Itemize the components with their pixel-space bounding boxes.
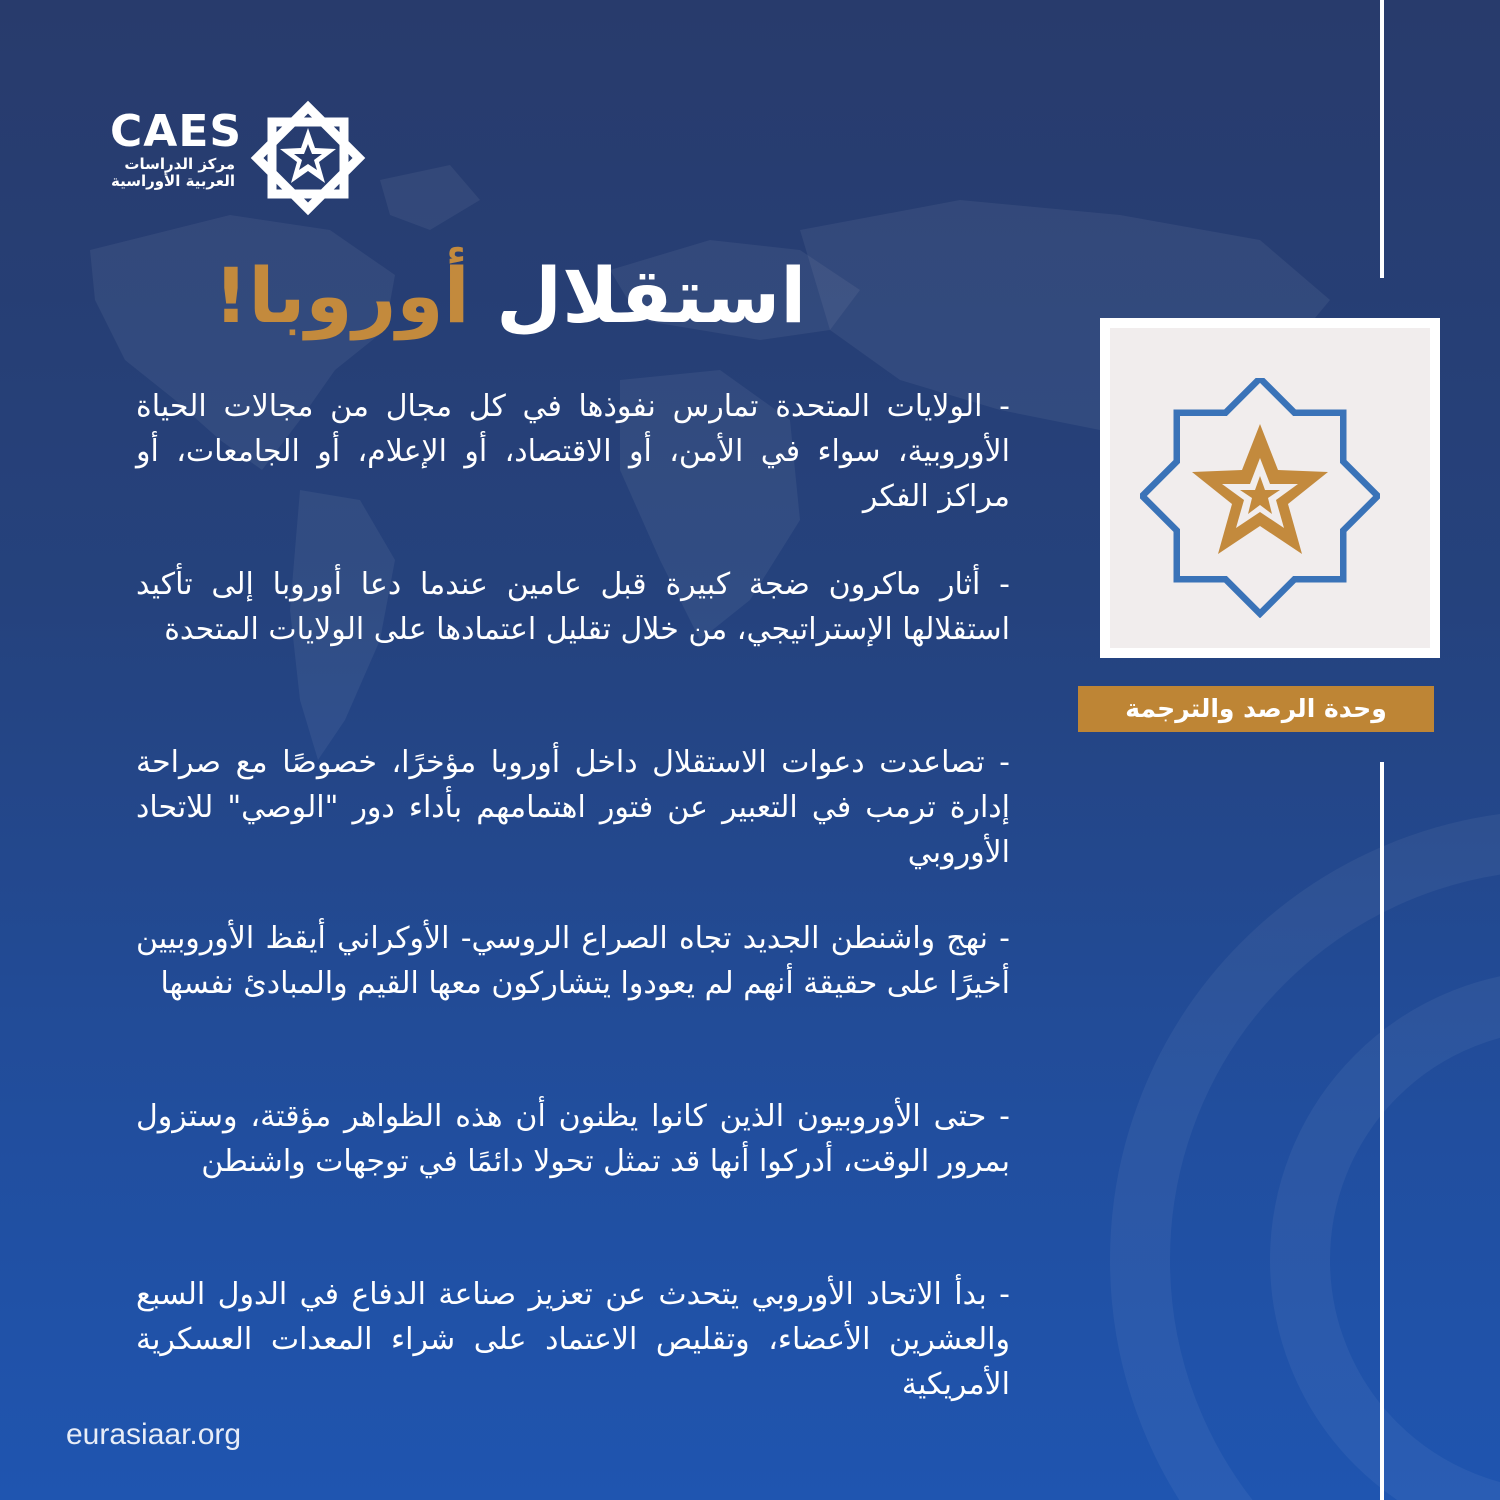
vertical-divider-bottom [1380, 762, 1384, 1500]
bullet-paragraph-2: - أثار ماكرون ضجة كبيرة قبل عامين عندما دعا أوروبا إلى تأكيد استقلالها الإستراتيجي، من خلال تقليل اعتمادها على الولايات المتحدة [136, 567, 1010, 647]
unit-label: وحدة الرصد والترجمة [1078, 686, 1434, 732]
page-title [160, 246, 860, 346]
eight-point-star-emblem-icon [1140, 378, 1380, 618]
bullet-paragraph-3: - تصاعدت دعوات الاستقلال داخل أوروبا مؤخرًا، خصوصًا مع صراحة إدارة ترمب في التعبير عن فتور اهتمامهم بأداء دور "الوصي" للاتحاد الأوروبي [136, 745, 1010, 870]
logo-name [110, 156, 235, 190]
emblem-card [1100, 318, 1440, 658]
logo-name-line1: مركز الدراسات [124, 155, 235, 173]
bullet-paragraph-5: - حتى الأوروبيون الذين كانوا يظنون أن هذه الظواهر مؤقتة، وستزول بمرور الوقت، أدركوا أنها قد تمثل تحولا دائمًا في توجهات واشنطن [136, 1099, 1010, 1179]
title-part-1: استقلال [496, 251, 807, 340]
emblem-card-inner [1110, 328, 1430, 648]
logo-abbreviation: CAES [110, 106, 243, 157]
bullet-paragraph-6: - بدأ الاتحاد الأوروبي يتحدث عن تعزيز صناعة الدفاع في الدول السبع والعشرين الأعضاء، وتقليص الاعتماد على شراء المعدات العسكرية الأمريكية [136, 1277, 1010, 1402]
vertical-divider-top [1380, 0, 1384, 278]
caes-logo [110, 96, 380, 220]
bullet-paragraph-1: - الولايات المتحدة تمارس نفوذها في كل مجال من مجالات الحياة الأوروبية، سواء في الأمن، أو الاقتصاد، أو الإعلام، أو الجامعات، أو مراكز الفكر [136, 389, 1010, 514]
eight-point-star-emblem-icon [246, 96, 370, 220]
website-link[interactable]: eurasiaar.org [66, 1418, 242, 1451]
bullet-paragraph-4: - نهج واشنطن الجديد تجاه الصراع الروسي- الأوكراني أيقظ الأوروبيين أخيرًا على حقيقة أنهم لم يعودوا يتشاركون معها القيم والمبادئ نفسها [136, 921, 1010, 1001]
title-part-2: أوروبا! [213, 251, 470, 340]
logo-name-line2: العربية الأوراسية [110, 172, 235, 190]
